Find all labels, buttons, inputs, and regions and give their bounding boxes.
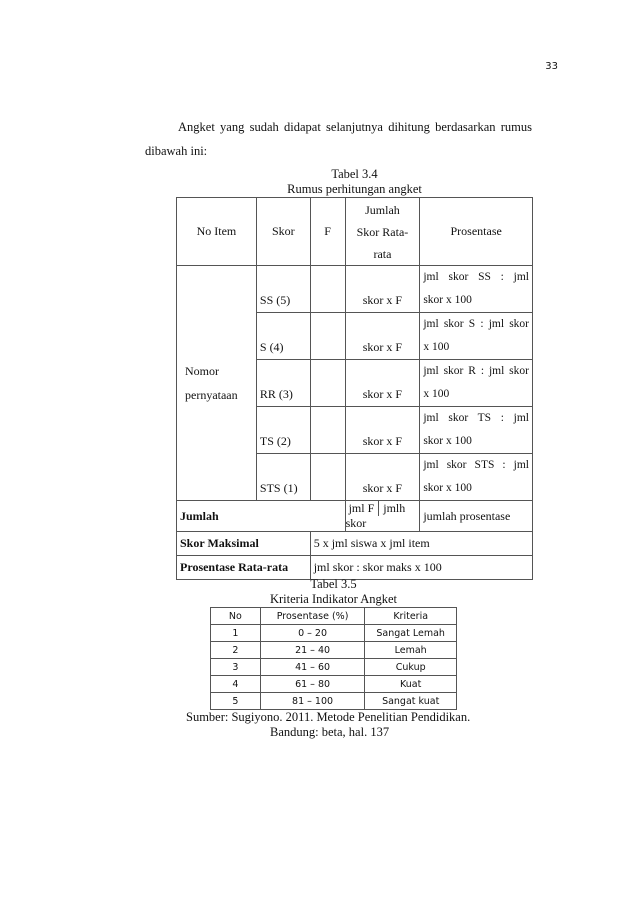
table-3-4-title: Tabel 3.4 (331, 167, 378, 181)
prosentase-line-1: jml skor TS : jml (423, 412, 529, 424)
prosentase-rata-label: Prosentase Rata-rata (177, 556, 311, 580)
no-cell: 2 (211, 642, 261, 659)
table-header-row (211, 608, 457, 625)
rumus-cell: skor x F (345, 360, 420, 407)
skor-maksimal-value: 5 x jml siswa x jml item (310, 532, 532, 556)
table-row (177, 266, 533, 313)
skor-cell: TS (2) (256, 407, 310, 454)
header-f: F (310, 198, 345, 266)
f-cell (310, 360, 345, 407)
prosentase-cell (420, 454, 533, 501)
prosentase-cell (420, 407, 533, 454)
rumus-cell: skor x F (345, 266, 420, 313)
rumus-cell: skor x F (345, 313, 420, 360)
table-row (211, 625, 457, 642)
prosentase-rata-value: jml skor : skor maks x 100 (310, 556, 532, 580)
prosentase-cell (420, 360, 533, 407)
jumlah-row (177, 501, 533, 532)
prosentase-cell: 41 – 60 (260, 659, 365, 676)
rumus-cell: skor x F (345, 454, 420, 501)
no-cell: 4 (211, 676, 261, 693)
kriteria-cell: Sangat kuat (365, 693, 457, 710)
skor-cell: RR (3) (256, 360, 310, 407)
header-jumlah (345, 198, 420, 266)
skor-maksimal-row (177, 532, 533, 556)
page-number: 33 (545, 61, 558, 72)
jumlah-prosentase: jumlah prosentase (420, 501, 533, 532)
prosentase-line-1: jml skor R : jml skor (423, 365, 529, 377)
f-cell (310, 266, 345, 313)
header-jumlah-line-3: rata (373, 246, 392, 261)
header-no: No (211, 608, 261, 625)
prosentase-line-1: jml skor SS : jml (423, 271, 529, 283)
no-cell: 1 (211, 625, 261, 642)
prosentase-cell: 0 – 20 (260, 625, 365, 642)
source-citation (186, 710, 470, 740)
skor-cell: STS (1) (256, 454, 310, 501)
nomor-pernyataan-cell (177, 266, 257, 501)
prosentase-cell (420, 266, 533, 313)
no-cell: 5 (211, 693, 261, 710)
prosentase-rata-row (177, 556, 533, 580)
table-3-5-title: Tabel 3.5 (310, 577, 357, 591)
rumus-cell: skor x F (345, 407, 420, 454)
f-cell (310, 313, 345, 360)
header-jumlah-line-1: Jumlah (365, 202, 400, 217)
jumlah-rumus (345, 501, 420, 532)
f-cell (310, 454, 345, 501)
prosentase-line-2: skor x 100 (423, 482, 472, 494)
kriteria-cell: Sangat Lemah (365, 625, 457, 642)
prosentase-cell: 81 – 100 (260, 693, 365, 710)
f-cell (310, 407, 345, 454)
table-3-5 (210, 607, 457, 710)
skor-cell: S (4) (256, 313, 310, 360)
nomor-line-1: Nomor (185, 364, 219, 378)
prosentase-line-1: jml skor STS : jml (423, 459, 529, 471)
prosentase-cell: 21 – 40 (260, 642, 365, 659)
kriteria-cell: Kuat (365, 676, 457, 693)
table-header-row (177, 198, 533, 266)
table-row (211, 693, 457, 710)
table-row (211, 642, 457, 659)
source-line-2: Bandung: beta, hal. 137 (270, 725, 390, 739)
prosentase-line-2: x 100 (423, 388, 450, 400)
prosentase-cell (420, 313, 533, 360)
no-cell: 3 (211, 659, 261, 676)
paragraph-line-1: Angket yang sudah didapat selanjutnya dihitung berdasarkan rumus (178, 120, 532, 134)
table-3-4 (176, 197, 533, 580)
jumlah-rumus-value: jmlh skor (345, 501, 406, 530)
prosentase-line-2: x 100 (423, 341, 450, 353)
kriteria-cell: Cukup (365, 659, 457, 676)
nomor-line-2: pernyataan (185, 388, 238, 402)
table-row (211, 676, 457, 693)
paragraph-line-2: dibawah ini: (145, 144, 208, 158)
kriteria-cell: Lemah (365, 642, 457, 659)
table-3-5-subtitle: Kriteria Indikator Angket (269, 592, 398, 606)
prosentase-line-1: jml skor S : jml skor (423, 318, 529, 330)
intro-paragraph (145, 115, 532, 163)
source-line-1: Sumber: Sugiyono. 2011. Metode Penelitian Pendidikan. (186, 710, 471, 724)
table-row (211, 659, 457, 676)
jumlah-label: Jumlah (177, 501, 346, 532)
header-no-item: No Item (177, 198, 257, 266)
prosentase-cell: 61 – 80 (260, 676, 365, 693)
table-3-5-caption (210, 577, 457, 607)
table-3-4-subtitle: Rumus perhitungan angket (287, 182, 422, 196)
header-prosentase: Prosentase (420, 198, 533, 266)
prosentase-line-2: skor x 100 (423, 294, 472, 306)
header-prosentase: Prosentase (%) (260, 608, 365, 625)
prosentase-line-2: skor x 100 (423, 435, 472, 447)
header-kriteria: Kriteria (365, 608, 457, 625)
jumlah-f-value: jml F (346, 501, 380, 516)
table-3-4-caption (176, 167, 533, 197)
header-jumlah-line-2: Skor Rata- (356, 224, 409, 239)
skor-maksimal-label: Skor Maksimal (177, 532, 311, 556)
skor-cell: SS (5) (256, 266, 310, 313)
header-skor: Skor (256, 198, 310, 266)
